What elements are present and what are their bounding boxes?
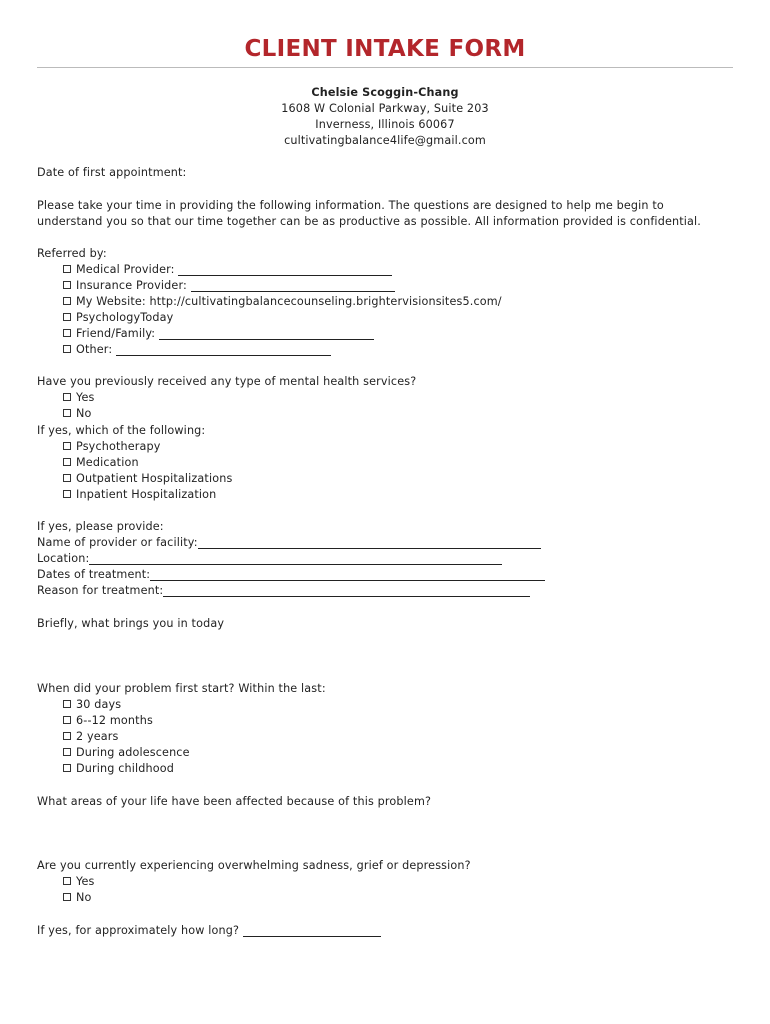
friend-family-blank[interactable] bbox=[159, 327, 374, 340]
sadness-option-no[interactable] bbox=[63, 890, 92, 906]
which-services-label: If yes, which of the following: bbox=[37, 424, 206, 437]
provide-label: If yes, please provide: bbox=[37, 520, 164, 533]
problem-start-question: When did your problem first start? Within the last: bbox=[37, 682, 326, 695]
form-title: CLIENT INTAKE FORM bbox=[244, 36, 526, 62]
other-blank[interactable] bbox=[116, 343, 331, 356]
provider-name-field[interactable] bbox=[37, 535, 541, 551]
services-question: Have you previously received any type of mental health services? bbox=[37, 375, 417, 388]
sadness-question: Are you currently experiencing overwhelming sadness, grief or depression? bbox=[37, 859, 471, 872]
option-label: 6--12 months bbox=[76, 714, 153, 727]
checkbox[interactable] bbox=[63, 764, 71, 772]
address-line-2: Inverness, Illinois 60067 bbox=[315, 118, 455, 131]
referral-option-friend-family[interactable] bbox=[63, 326, 374, 342]
reason-for-treatment-blank[interactable] bbox=[163, 584, 530, 597]
intro-line-2: understand you so that our time together can be as productive as possible. All information provided is confidential. bbox=[37, 215, 701, 228]
option-label: Psychotherapy bbox=[76, 440, 161, 453]
first-appointment-label: Date of first appointment: bbox=[37, 166, 187, 179]
checkbox[interactable] bbox=[63, 281, 71, 289]
option-label: 30 days bbox=[76, 698, 122, 711]
checkbox[interactable] bbox=[63, 409, 71, 417]
option-label: During adolescence bbox=[76, 746, 190, 759]
checkbox[interactable] bbox=[63, 700, 71, 708]
field-label: Name of provider or facility: bbox=[37, 536, 198, 549]
checkbox[interactable] bbox=[63, 474, 71, 482]
start-option-adolescence[interactable] bbox=[63, 745, 190, 761]
address-line-1: 1608 W Colonial Parkway, Suite 203 bbox=[281, 102, 489, 115]
areas-affected-question: What areas of your life have been affected because of this problem? bbox=[37, 795, 432, 808]
checkbox[interactable] bbox=[63, 490, 71, 498]
brings-you-in-question: Briefly, what brings you in today bbox=[37, 617, 225, 630]
referral-option-other[interactable] bbox=[63, 342, 331, 358]
referred-by-label: Referred by: bbox=[37, 247, 107, 260]
service-option-psychotherapy[interactable] bbox=[63, 439, 161, 455]
title-divider bbox=[37, 67, 733, 68]
checkbox[interactable] bbox=[63, 345, 71, 353]
provider-name-blank[interactable] bbox=[198, 536, 541, 549]
start-option-childhood[interactable] bbox=[63, 761, 174, 777]
checkbox[interactable] bbox=[63, 313, 71, 321]
sadness-option-yes[interactable] bbox=[63, 874, 95, 890]
checkbox[interactable] bbox=[63, 393, 71, 401]
checkbox[interactable] bbox=[63, 748, 71, 756]
checkbox[interactable] bbox=[63, 458, 71, 466]
option-label: Medication bbox=[76, 456, 139, 469]
service-option-inpatient[interactable] bbox=[63, 487, 216, 503]
option-label: Friend/Family: bbox=[76, 327, 156, 340]
option-label: My Website: http://cultivatingbalancecounseling.brightervisionsites5.com/ bbox=[76, 295, 502, 308]
field-label: If yes, for approximately how long? bbox=[37, 924, 240, 937]
dates-of-treatment-field[interactable] bbox=[37, 567, 545, 583]
option-label: Insurance Provider: bbox=[76, 279, 187, 292]
checkbox[interactable] bbox=[63, 877, 71, 885]
checkbox[interactable] bbox=[63, 265, 71, 273]
checkbox[interactable] bbox=[63, 732, 71, 740]
referral-option-insurance[interactable] bbox=[63, 278, 395, 294]
option-label: Other: bbox=[76, 343, 113, 356]
start-option-2-years[interactable] bbox=[63, 729, 119, 745]
checkbox[interactable] bbox=[63, 329, 71, 337]
option-label: Medical Provider: bbox=[76, 263, 175, 276]
option-label: No bbox=[76, 891, 92, 904]
referral-option-medical[interactable] bbox=[63, 262, 392, 278]
option-label: 2 years bbox=[76, 730, 119, 743]
option-label: No bbox=[76, 407, 92, 420]
option-label: Outpatient Hospitalizations bbox=[76, 472, 233, 485]
services-option-no[interactable] bbox=[63, 406, 92, 422]
option-label: Yes bbox=[76, 391, 95, 404]
start-option-30-days[interactable] bbox=[63, 697, 121, 713]
option-label: PsychologyToday bbox=[76, 311, 174, 324]
therapist-name: Chelsie Scoggin-Chang bbox=[311, 86, 459, 99]
contact-email: cultivatingbalance4life@gmail.com bbox=[284, 134, 486, 147]
option-label: During childhood bbox=[76, 762, 175, 775]
checkbox[interactable] bbox=[63, 442, 71, 450]
how-long-field[interactable] bbox=[37, 923, 381, 939]
checkbox[interactable] bbox=[63, 893, 71, 901]
field-label: Reason for treatment: bbox=[37, 584, 164, 597]
location-field[interactable] bbox=[37, 551, 502, 567]
checkbox[interactable] bbox=[63, 716, 71, 724]
reason-for-treatment-field[interactable] bbox=[37, 583, 530, 599]
services-option-yes[interactable] bbox=[63, 390, 95, 406]
referral-option-psychologytoday[interactable] bbox=[63, 310, 173, 326]
checkbox[interactable] bbox=[63, 297, 71, 305]
dates-of-treatment-blank[interactable] bbox=[150, 568, 545, 581]
intro-line-1: Please take your time in providing the following information. The questions are designed to help me begin to bbox=[37, 199, 664, 212]
start-option-6-12-months[interactable] bbox=[63, 713, 153, 729]
field-label: Dates of treatment: bbox=[37, 568, 151, 581]
option-label: Yes bbox=[76, 875, 95, 888]
option-label: Inpatient Hospitalization bbox=[76, 488, 217, 501]
location-blank[interactable] bbox=[89, 552, 502, 565]
field-label: Location: bbox=[37, 552, 90, 565]
service-option-outpatient[interactable] bbox=[63, 471, 232, 487]
how-long-blank[interactable] bbox=[243, 924, 381, 937]
insurance-provider-blank[interactable] bbox=[191, 279, 395, 292]
service-option-medication[interactable] bbox=[63, 455, 139, 471]
referral-option-website[interactable] bbox=[63, 294, 502, 310]
medical-provider-blank[interactable] bbox=[178, 263, 392, 276]
